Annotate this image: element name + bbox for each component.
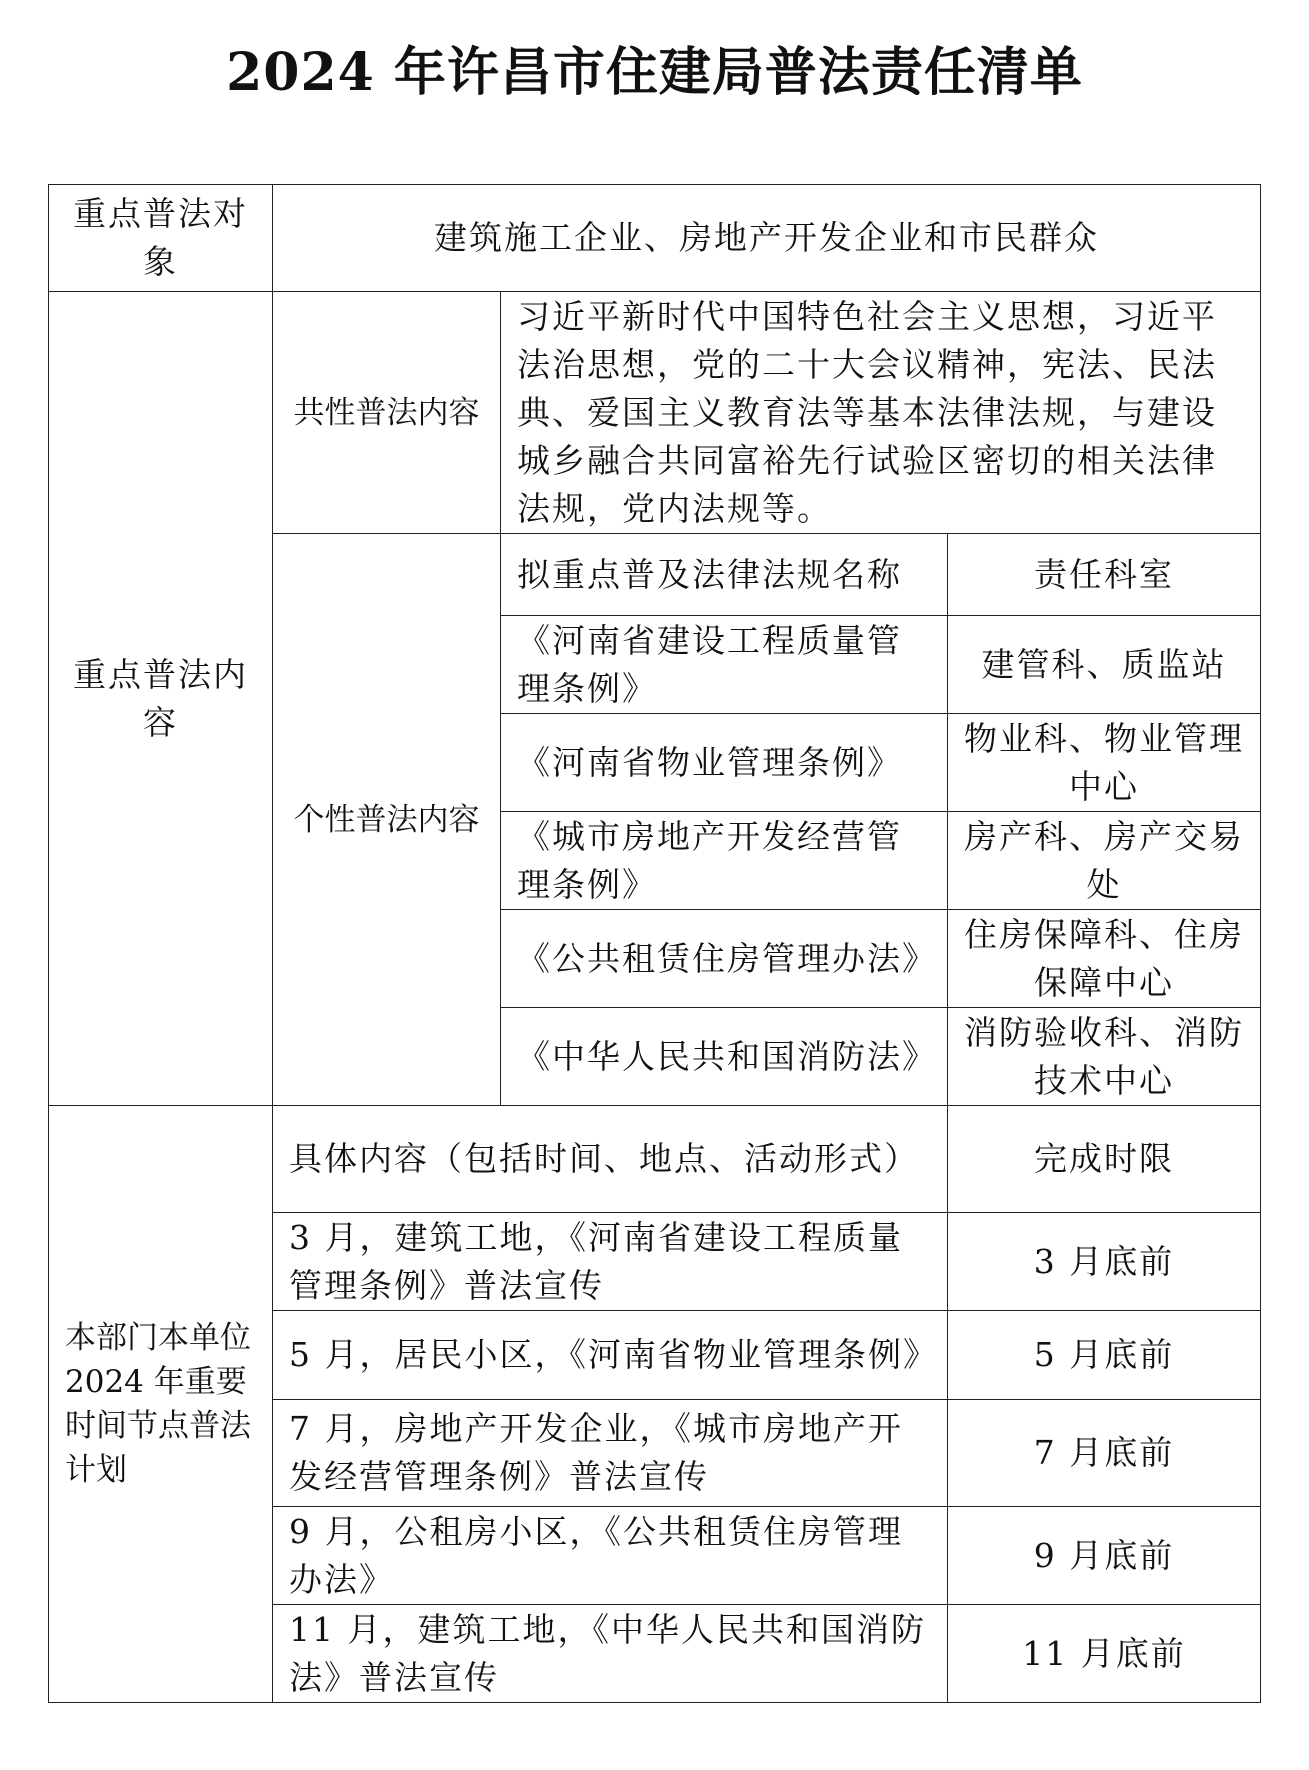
individual-content-label: 个性普法内容 — [273, 534, 501, 1106]
document-title: 2024 年许昌市住建局普法责任清单 — [226, 42, 1083, 103]
law-name: 《河南省物业管理条例》 — [501, 714, 948, 812]
plan-content: 9 月，公租房小区，《公共租赁住房管理办法》 — [273, 1507, 948, 1605]
responsible-dept: 住房保障科、住房保障中心 — [948, 910, 1261, 1008]
plan-label: 本部门本单位 2024 年重要时间节点普法计划 — [49, 1106, 273, 1703]
plan-deadline: 11 月底前 — [948, 1605, 1261, 1703]
law-name: 《中华人民共和国消防法》 — [501, 1008, 948, 1106]
responsible-dept: 建管科、质监站 — [948, 616, 1261, 714]
target-value: 建筑施工企业、房地产开发企业和市民群众 — [273, 185, 1261, 292]
common-content-row — [49, 292, 1261, 534]
plan-content-header: 具体内容（包括时间、地点、活动形式） — [273, 1106, 948, 1213]
target-row — [49, 185, 1261, 292]
plan-deadline: 9 月底前 — [948, 1507, 1261, 1605]
plan-content: 5 月，居民小区，《河南省物业管理条例》 — [273, 1311, 948, 1400]
key-content-label: 重点普法内容 — [49, 292, 273, 1106]
plan-deadline: 3 月底前 — [948, 1213, 1261, 1311]
target-label: 重点普法对象 — [49, 185, 273, 292]
law-name: 《城市房地产开发经营管理条例》 — [501, 812, 948, 910]
dept-header: 责任科室 — [948, 534, 1261, 616]
plan-content: 3 月，建筑工地，《河南省建设工程质量管理条例》普法宣传 — [273, 1213, 948, 1311]
plan-header-row — [49, 1106, 1261, 1213]
plan-content: 11 月，建筑工地，《中华人民共和国消防法》普法宣传 — [273, 1605, 948, 1703]
law-header: 拟重点普及法律法规名称 — [501, 534, 948, 616]
law-name: 《公共租赁住房管理办法》 — [501, 910, 948, 1008]
law-name: 《河南省建设工程质量管理条例》 — [501, 616, 948, 714]
responsible-dept: 物业科、物业管理中心 — [948, 714, 1261, 812]
plan-content: 7 月，房地产开发企业，《城市房地产开发经营管理条例》普法宣传 — [273, 1400, 948, 1507]
responsible-dept: 房产科、房产交易处 — [948, 812, 1261, 910]
plan-deadline: 7 月底前 — [948, 1400, 1261, 1507]
deadline-header: 完成时限 — [948, 1106, 1261, 1213]
common-content-label: 共性普法内容 — [273, 292, 501, 534]
common-content-text: 习近平新时代中国特色社会主义思想，习近平法治思想，党的二十大会议精神，宪法、民法典、爱国主义教育法等基本法律法规，与建设城乡融合共同富裕先行试验区密切的相关法律法规，党内法规等。 — [501, 292, 1261, 534]
responsibility-table — [48, 184, 1261, 1703]
responsible-dept: 消防验收科、消防技术中心 — [948, 1008, 1261, 1106]
plan-deadline: 5 月底前 — [948, 1311, 1261, 1400]
